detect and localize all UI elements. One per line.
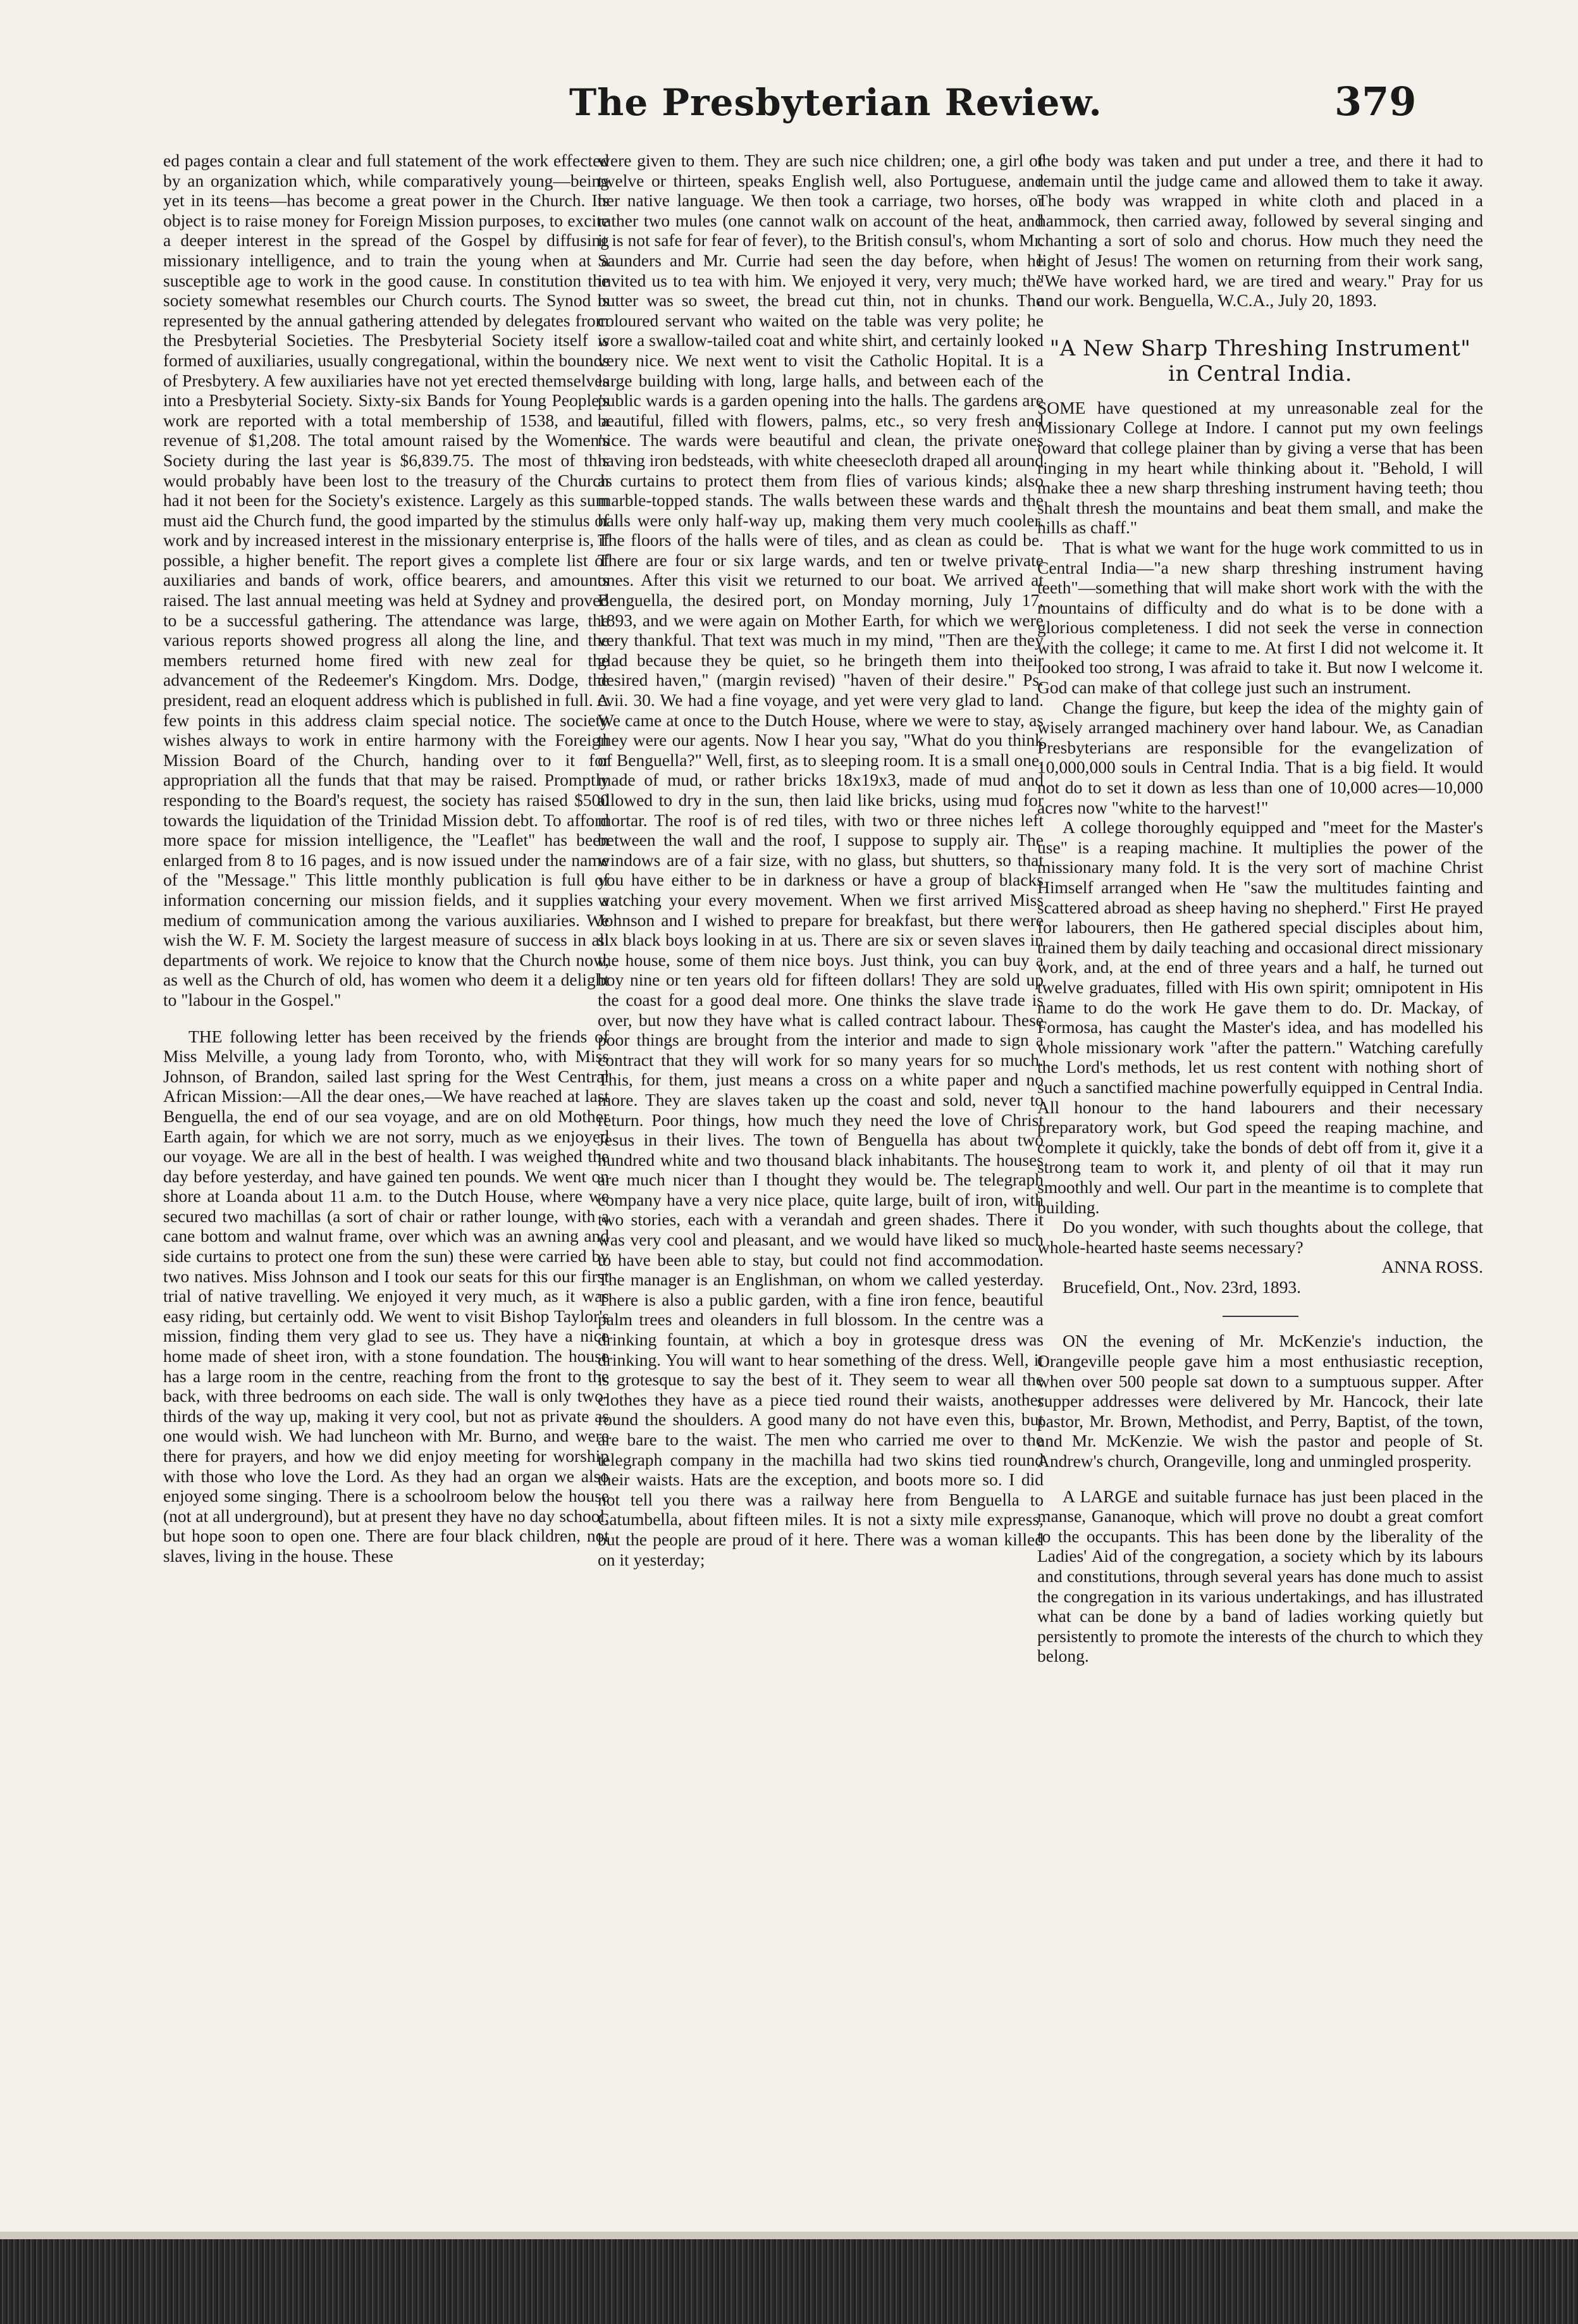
- page-number: 379: [1335, 78, 1417, 125]
- running-title: The Presbyterian Review.: [569, 81, 1102, 124]
- column-3: [1037, 151, 1483, 1666]
- news-note-paragraph: A LARGE and suitable furnace has just been placed in the manse, Gananoque, which will prove no doubt a great comfort to the occupants. This has been done by the liberality of the Ladies' Aid of the congregation, a society which by its labours and constitutions, through several years has done much to assist the congregation in its various undertakings, and has illustrated what can be done by a band of ladies working quietly but persistently to promote the interests of the church to which they belong.: [1037, 1486, 1483, 1666]
- letter-end-paragraph: the body was taken and put under a tree, and there it had to remain until the judge came and allowed them to take it away. The body was wrapped in white cloth and placed in a hammock, then carried away, followed by several singing and chanting a sort of solo and chorus. How much they need the light of Jesus! The women on returning from their work sang, "We have worked hard, we are tired and weary." Pray for us and our work. Benguella, W.C.A., July 20, 1893.: [1037, 151, 1483, 311]
- scan-edge-light: [0, 2232, 1578, 2239]
- article-paragraph: Change the figure, but keep the idea of the mighty gain of wisely arranged machinery over hand labour. We, as Canadian Presbyterians are responsible for the evangelization of 10,000,000 souls in Central India. That is a big field. It would not do to set it down as less than one of 10,000 acres—10,000 acres now "white to the harvest!": [1037, 697, 1483, 817]
- article-headline: "A New Sharp Threshing Instrument" in Central India.: [1049, 335, 1471, 386]
- article-signature-place: Brucefield, Ont., Nov. 23rd, 1893.: [1063, 1276, 1302, 1297]
- section-divider: [1223, 1316, 1298, 1317]
- news-note-paragraph: ON the evening of Mr. McKenzie's induction, the Orangeville people gave him a most enthusiastic reception, when over 500 people sat down to a sumptuous supper. After supper addresses were delivered by Mr. Hancock, their late pastor, Mr. Brown, Methodist, and Perry, Baptist, of the town, and Mr. McKenzie. We wish the pastor and people of St. Andrew's church, Orangeville, long and unmingled prosperity.: [1037, 1331, 1483, 1471]
- column-1: [163, 151, 609, 1566]
- article-paragraph: A college thoroughly equipped and "meet for the Master's use" is a reaping machine. It multiplies the power of the missionary many fold. It is the very sort of machine Christ Himself arranged when He "saw the multitudes fainting and scattered abroad as sheep having no shepherd." First He prayed for labourers, then He gathered special disciples about him, trained them by daily teaching and occasional direct missionary work, and, at the end of three years and a half, he turned out twelve graduates, filled with His own spirit; omnipotent in His name to do the work He gave them to do. Dr. Mackay, of Formosa, has caught the Master's idea, and has modelled his whole missionary work "after the pattern." Watching carefully the Lord's methods, let us rest content with nothing short of such a sanctified machine powerfully equipped in Central India. All honour to the hand labourers and their necessary preparatory work, but God speed the reaping machine, and complete it quickly, take the bonds of debt off from it, give it a strong team to work it, and plenty of oil that it may run smoothly and well. Our part in the meantime is to complete that building.: [1037, 817, 1483, 1217]
- wfms-report-paragraph: ed pages contain a clear and full statement of the work effected by an organization which, while comparatively young—being yet in its teens—has become a great power in the Church. Its object is to raise money for Foreign Mission purposes, to excite a deeper interest in the spread of the Gospel by diffusing missionary intelligence, and to train the young when at a susceptible age to work in the good cause. In constitution the society somewhat resembles our Church courts. The Synod is represented by the annual gathering attended by delegates from the Presbyterial Societies. The Presbyterial Society itself is formed of auxiliaries, usually congregational, within the bounds of Presbytery. A few auxiliaries have not yet erected themselves into a Presbyterial Society. Sixty-six Bands for Young People's work are reported with a total membership of 1538, and a revenue of $1,208. The total amount raised by the Women's Society during the last year is $6,839.75. The most of this would probably have been lost to the treasury of the Church had it not been for the Society's existence. Largely as this sum must aid the Church fund, the good imparted by the stimulus of work and by increased interest in the missionary enterprise is, if possible, a higher benefit. The report gives a complete list of auxiliaries and bands of work, office bearers, and amounts raised. The last annual meeting was held at Sydney and proved to be a successful gathering. The attendance was large, the various reports showed progress all along the line, and the members returned home fired with new zeal for the advancement of the Redeemer's Kingdom. Mrs. Dodge, the president, read an eloquent address which is published in full. A few points in this address claim special notice. The society wishes always to work in entire harmony with the Foreign Mission Board of the Church, handing over to it for appropriation all the funds that that may be raised. Promptly responding to the Board's request, the society has raised $500 towards the liquidation of the Trinidad Mission debt. To afford more space for mission intelligence, the "Leaflet" has been enlarged from 8 to 16 pages, and is now issued under the name of the "Message." This little monthly publication is full of information concerning our mission fields, and it supplies a medium of communication among the various auxiliaries. We wish the W. F. M. Society the largest measure of success in all departments of work. We rejoice to know that the Church now, as well as the Church of old, has women who deem it a delight to "labour in the Gospel.": [163, 151, 609, 1010]
- letter-continuation-paragraph: were given to them. They are such nice children; one, a girl of twelve or thirteen, speaks English well, also Portuguese, and her native language. We then took a carriage, two horses, or rather two mules (one cannot walk on account of the heat, and it is not safe for fear of fever), to the British consul's, whom Mr. Saunders and Mr. Currie had seen the day before, when he invited us to tea with him. We enjoyed it very, very much; the butter was so sweet, the bread cut thin, not in chunks. The coloured servant who waited on the table was very polite; he wore a swallow-tailed coat and white shirt, and certainly looked very nice. We next went to visit the Catholic Hopital. It is a large building with long, large halls, and between each of the public wards is a garden opening into the halls. The gardens are beautiful, filled with flowers, palms, etc., so very fresh and nice. The wards were beautiful and clean, the private ones having iron bedsteads, with white cheesecloth draped all around as curtains to protect them from flies of various kinds; also marble-topped stands. The walls between these wards and the halls were only half-way up, making them very much cooler. The floors of the halls were of tiles, and as clean as could be. There are four or six large wards, and ten or twelve private ones. After this visit we returned to our boat. We arrived at Benguella, the desired port, on Monday morning, July 17, 1893, and we were again on Mother Earth, for which we were very thankful. That text was much in my mind, "Then are they glad because they be quiet, so he bringeth them into their desired haven," (margin revised) "haven of their desire." Ps. cvii. 30. We had a fine voyage, and yet were very glad to land. We came at once to the Dutch House, where we were to stay, as they were our agents. Now I hear you say, "What do you think of Benguella?" Well, first, as to sleeping room. It is a small one, made of mud, or rather bricks 18x19x3, made of mud and allowed to dry in the sun, then laid like bricks, using mud for mortar. The roof is of red tiles, with two or three niches left between the wall and the roof, I suppose to supply air. The windows are of a fair size, with no glass, but shutters, so that you have either to be in darkness or have a group of blacks watching your every movement. When we first arrived Miss Johnson and I wished to prepare for breakfast, but there were six black boys looking in at us. There are six or seven slaves in the house, some of them nice boys. Just think, you can buy a boy nine or ten years old for fifteen dollars! They are sold up the coast for a good deal more. One thinks the slave trade is over, but now they have what is called contract labour. These poor things are brought from the interior and made to sign a contract that they will work for so many years for so much. This, for them, just means a cross on a white paper and no more. They are slaves taken up the coast and sold, never to return. Poor things, how much they need the love of Christ Jesus in their lives. The town of Benguella has about two hundred white and two thousand black inhabitants. The houses are much nicer than I thought they would be. The telegraph company have a very nice place, quite large, built of iron, with two stories, each with a verandah and green shades. There it was very cool and pleasant, and we would have liked so much to have been able to stay, but could not find accommodation. The manager is an Englishman, on whom we called yesterday. There is also a public garden, with a fine iron fence, beautiful palm trees and oleanders in full blossom. In the centre was a drinking fountain, at which a boy in grotesque dress was drinking. You will want to hear something of the dress. Well, it is grotesque to say the best of it. They seem to wear all the clothes they have as a piece tied round their waists, another round the shoulders. A good many do not have even this, but are bare to the waist. The men who carried me over to the telegraph company in the machilla had two skins tied round their waists. Hats are the exception, and boots more so. I did not tell you there was a railway here from Benguella to Catumbella, about fifteen miles. It is not a sixty mile express, but the people are proud of it here. There was a woman killed on it yesterday;: [598, 151, 1044, 1569]
- scan-edge-dark: [0, 2239, 1578, 2324]
- melville-letter-paragraph: THE following letter has been received by the friends of Miss Melville, a young lady from Toronto, who, with Miss Johnson, of Brandon, sailed last spring for the West Central African Mission:—All the dear ones,—We have reached at last Benguella, the end of our sea voyage, and are on old Mother Earth again, for which we are not sorry, much as we enjoyed our voyage. We are all in the best of health. I was weighed the day before yesterday, and have gained ten pounds. We went on shore at Loanda about 11 a.m. to the Dutch House, where we secured two machillas (a sort of chair or rather lounge, with a cane bottom and walnut frame, over which was an awning and side curtains to protect one from the sun) these were carried by two natives. Miss Johnson and I took our seats for this our first trial of native travelling. We enjoyed it very much, as it was easy riding, but certainly odd. We went to visit Bishop Taylor's mission, finding them very glad to see us. They have a nice home made of sheet iron, with a stone foundation. The house has a large room in the centre, reaching from the front to the back, with three bedrooms on each side. The wall is only two-thirds of the way up, making it very cool, but not as private as one would wish. We had luncheon with Mr. Burno, and were there for prayers, and how we did enjoy meeting for worship with those who love the Lord. As they had an organ we also enjoyed some singing. There is a schoolroom below the house (not at all underground), but at present they have no day school, but hope soon to open one. There are four black children, not slaves, living in the house. These: [163, 1026, 609, 1566]
- article-paragraph: SOME have questioned at my unreasonable zeal for the Missionary College at Indore. I cannot put my own feelings toward that college plainer than by giving a verse that has been ringing in my heart while thinking about it. "Behold, I will make thee a new sharp threshing instrument having teeth; thou shalt thresh the mountains and beat them small, and make the hills as chaff.": [1037, 397, 1483, 538]
- article-paragraph: That is what we want for the huge work committed to us in Central India—"a new sharp threshing instrument having teeth"—something that will make short work with the with the mountains of difficulty and do what is to be done with a glorious completeness. I did not seek the verse in connection with the college; it came to me. At first I did not welcome it. It looked too strong, I was afraid to take it. But now I welcome it. God can make of that college just such an instrument.: [1037, 537, 1483, 698]
- article-paragraph: Do you wonder, with such thoughts about the college, that whole-hearted haste seems necessary?: [1037, 1217, 1483, 1257]
- article-signature-name: ANNA ROSS.: [1381, 1257, 1483, 1277]
- column-2: [598, 151, 1044, 1569]
